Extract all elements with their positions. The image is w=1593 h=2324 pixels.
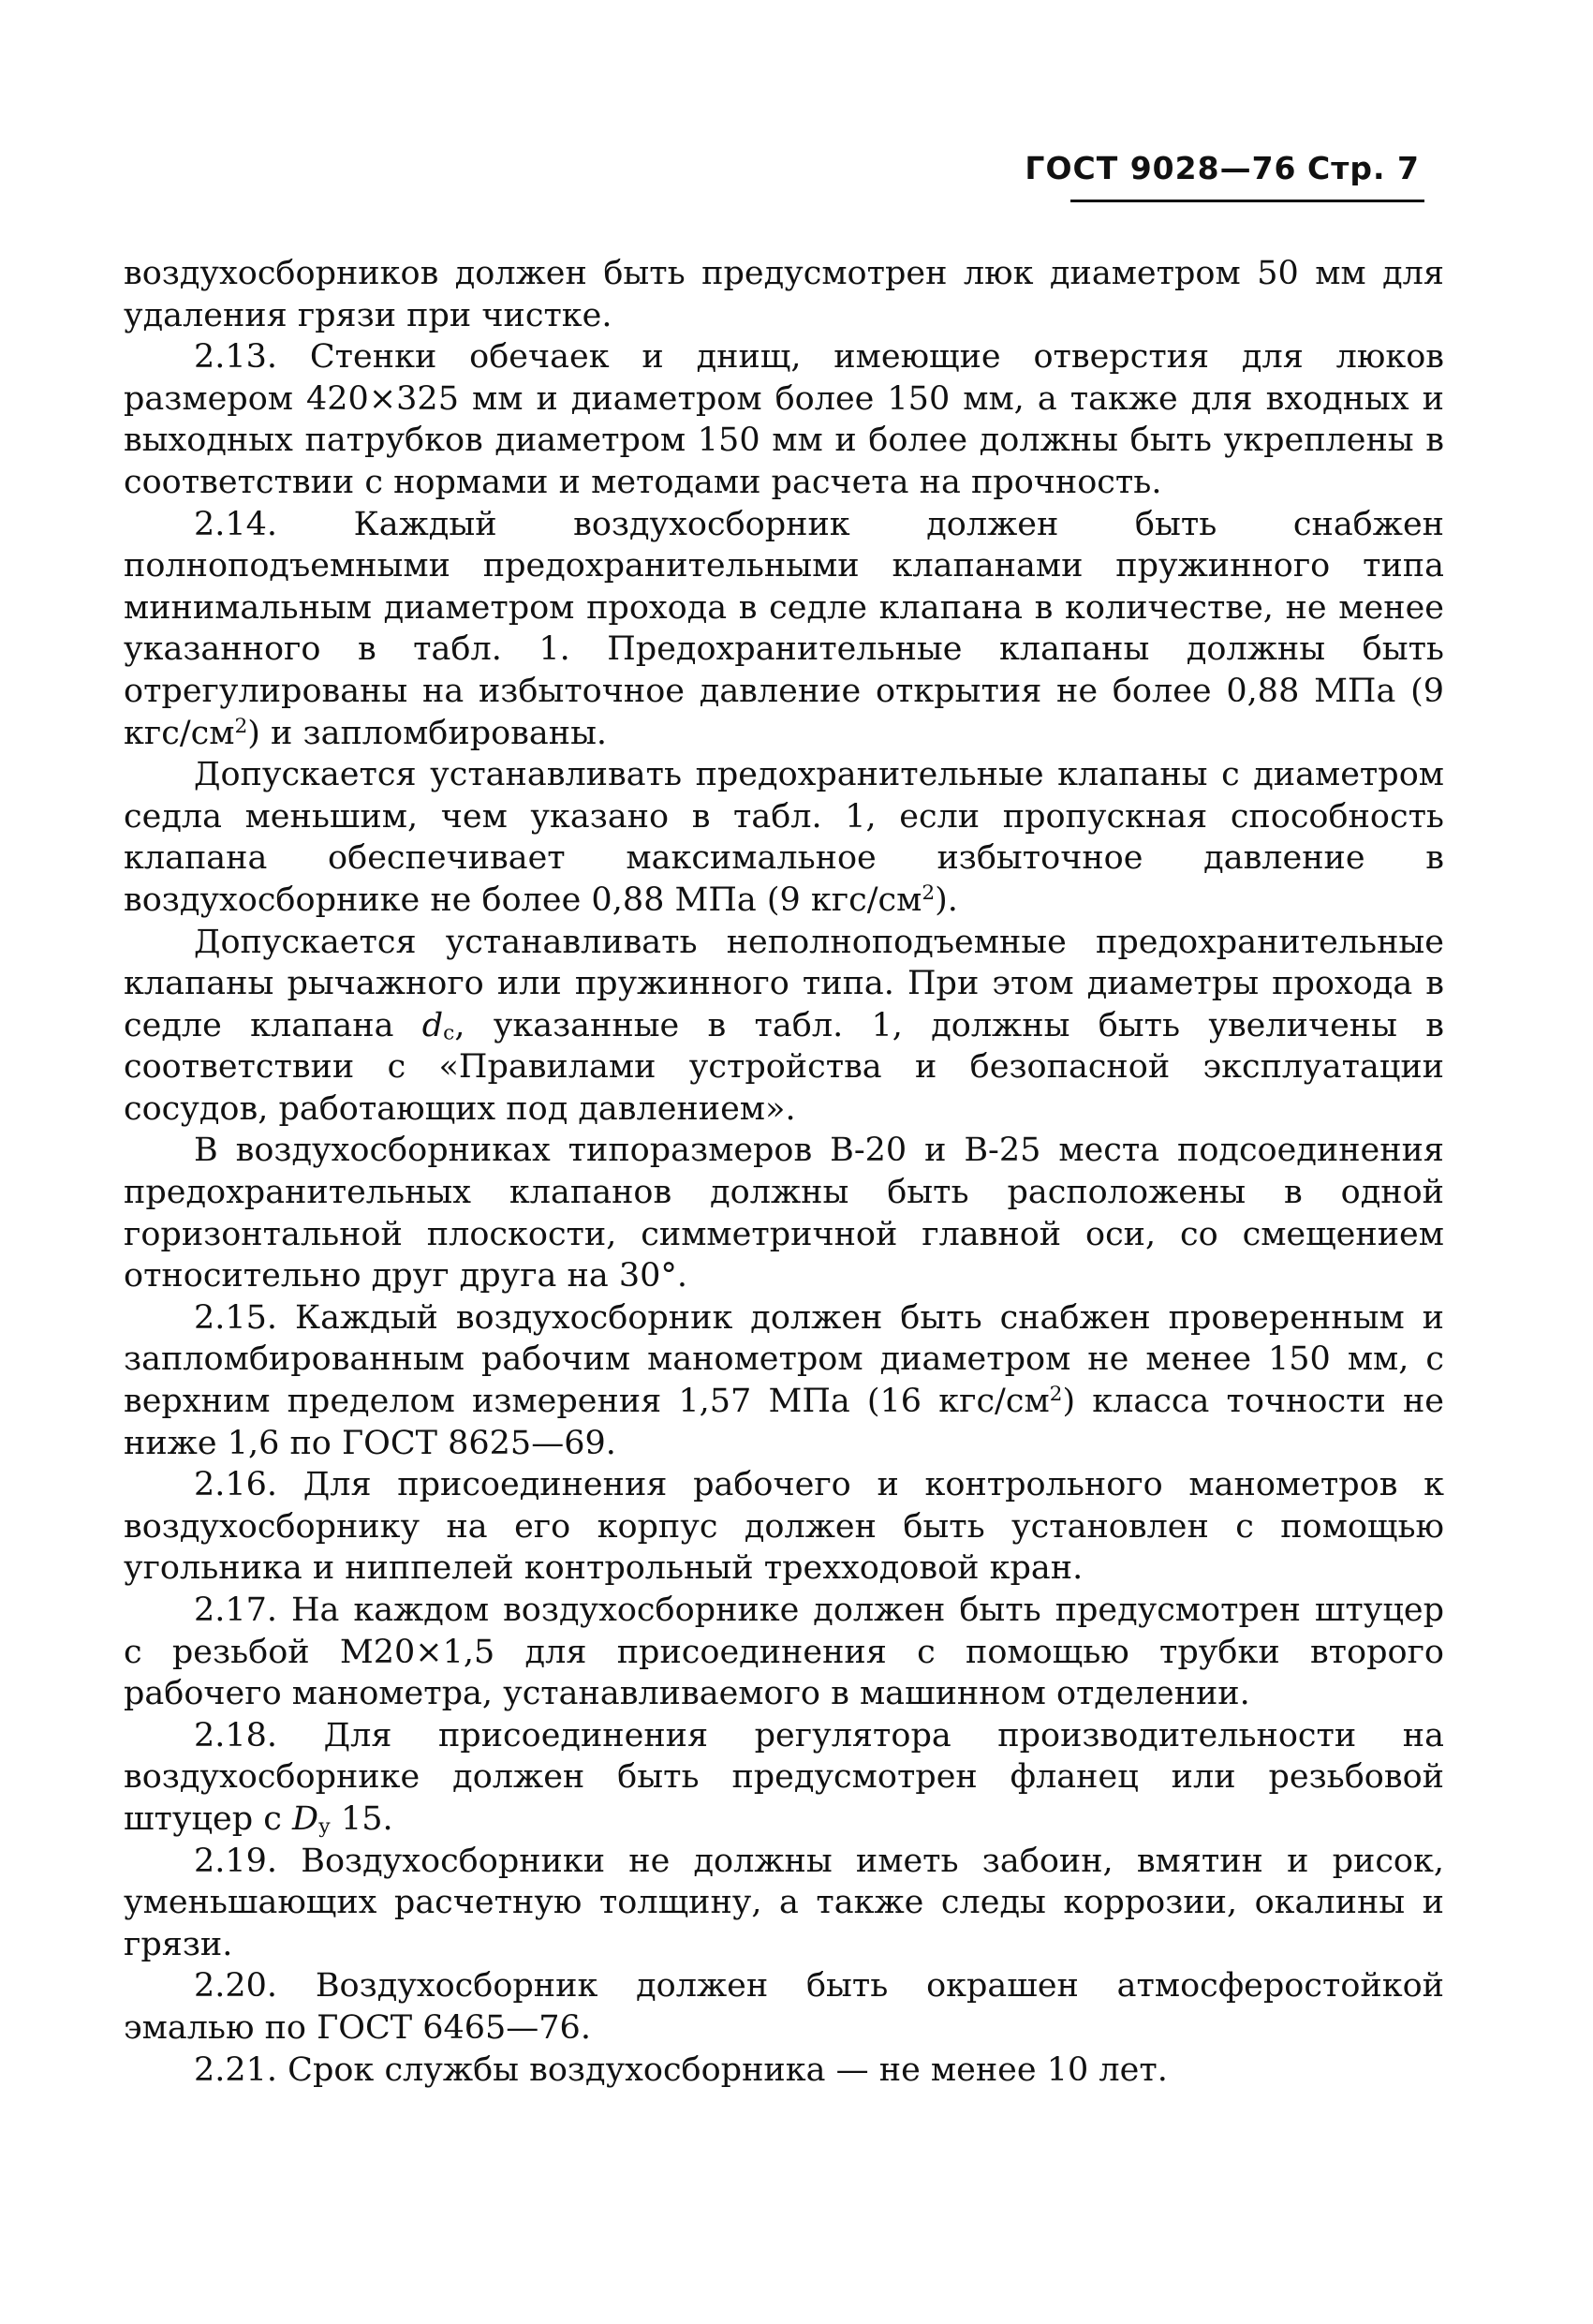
paragraph-continued: воздухосборников должен быть предусмотрен люк диаметром 50 мм для удаления грязи при чистке. (124, 255, 1444, 334)
subscript: с (443, 1020, 455, 1044)
clause-2-15: 2.15. Каждый воздухосборник должен быть снабжен проверенным и запломбированным рабочим манометром диаметром не менее 150 мм, с верхним пределом измерения 1,57 МПа (16 кгс/$см^2$) класса точности не ниже 1,6 по ГОСТ 8625—69. (124, 1298, 1444, 1462)
clause-2-18: 2.18. Для присоединения регулятора производительности на воздухосборнике должен быть предусмотрен фланец или резьбовой штуцер с $D_у$ 15. (124, 1716, 1444, 1839)
standard-code: ГОСТ 9028—76 (1025, 150, 1297, 186)
clause-2-14-note-2: Допускается устанавливать неполноподъемные предохранительные клапаны рычажного или пружинного типа. При этом диаметры прохода в седле клапана $d_с$, указанные в табл. 1, должны быть увеличены в соответствии с «Правилами устройства и безопасной эксплуатации сосудов, работающих под давлением». (124, 923, 1444, 1128)
page-header (1025, 150, 1420, 186)
variable-D: D (291, 1799, 319, 1838)
clause-2-17: 2.17. На каждом воздухосборнике должен быть предусмотрен штуцер с резьбой М20×1,5 для присоединения с помощью трубки второго рабочего манометра, устанавливаемого в машинном отделении. (124, 1591, 1444, 1713)
clause-2-21: 2.21. Срок службы воздухосборника — не менее 10 лет. (194, 2050, 1168, 2089)
superscript: 2 (234, 714, 248, 738)
clause-2-16: 2.16. Для присоединения рабочего и контрольного манометров к воздухосборнику на его корпус должен быть установлен с помощью угольника и ниппелей контрольный трехходовой кран. (124, 1466, 1444, 1588)
superscript: 2 (922, 881, 936, 905)
variable-d: d (421, 1006, 444, 1044)
clause-2-20: 2.20. Воздухосборник должен быть окрашен атмосферостойкой эмалью по ГОСТ 6465—76. (124, 1967, 1444, 2047)
clause-2-19: 2.19. Воздухосборники не должны иметь забоин, вмятин и рисок, уменьшающих расчетную толщину, а также следы коррозии, окалины и грязи. (124, 1842, 1444, 1963)
page-number: Стр. 7 (1307, 150, 1420, 186)
header-rule (1070, 200, 1424, 202)
body-text (124, 253, 1444, 2091)
subscript: у (318, 1814, 331, 1839)
clause-2-14-note-1: Допускается устанавливать предохранительные клапаны с диаметром седла меньшим, чем указано в табл. 1, если пропускная способность клапана обеспечивает максимальное избыточное давление в воздухосборнике не более 0,88 МПа (9 кгс/$см^2$). (124, 756, 1444, 919)
superscript: 2 (1049, 1383, 1063, 1407)
clause-2-14-note-3: В воздухосборниках типоразмеров В-20 и В-25 места подсоединения предохранительных клапанов должны быть расположены в одной горизонтальной плоскости, симметричной главной оси, со смещением относительно друг друга на 30°. (124, 1132, 1444, 1295)
clause-2-14: 2.14. Каждый воздухосборник должен быть снабжен полноподъемными предохранительными клапанами пружинного типа минимальным диаметром прохода в седле клапана в количестве, не менее указанного в табл. 1. Предохранительные клапаны должны быть отрегулированы на избыточное давление открытия не более 0,88 МПа (9 кгс/$см^2$) и запломбированы. (124, 505, 1444, 752)
clause-2-13: 2.13. Стенки обечаек и днищ, имеющие отверстия для люков размером 420×325 мм и диаметром более 150 мм, а также для входных и выходных патрубков диаметром 150 мм и более должны быть укреплены в соответствии с нормами и методами расчета на прочность. (124, 338, 1444, 501)
